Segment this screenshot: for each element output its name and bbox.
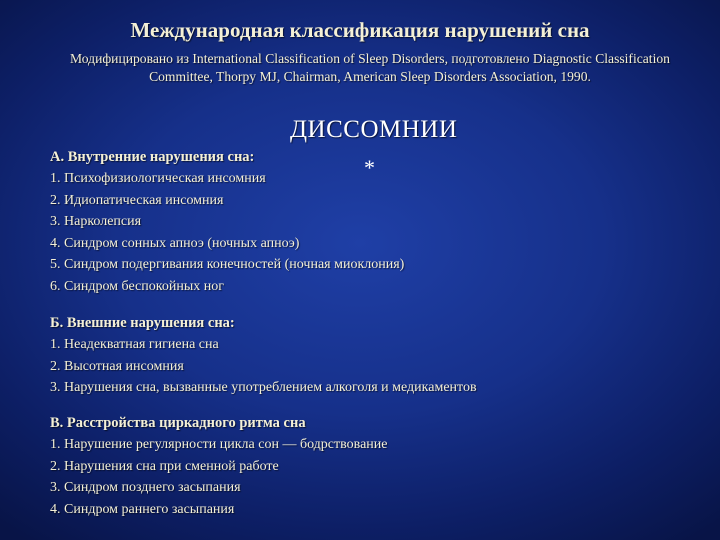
- section-internal: [50, 147, 690, 297]
- section-title: Б. Внешние нарушения сна:: [50, 315, 235, 331]
- slide-subtitle: Модифицировано из International Classification of Sleep Disorders, подготовлено Diagnostic Classification Committee, Thorpy MJ, Chairman, American Sleep Disorders Association, 1990.: [70, 51, 670, 84]
- section-heading: ДИССОМНИИ: [290, 116, 458, 143]
- list-item: 6. Синдром беспокойных ног: [50, 278, 224, 294]
- list-item: 1. Психофизиологическая инсомния: [50, 171, 266, 186]
- list-item: 4. Синдром сонных апноэ (ночных апноэ): [50, 235, 300, 251]
- section-circadian: [50, 413, 690, 520]
- list-item: 1. Нарушение регулярности цикла сон — бодрствование: [50, 437, 388, 452]
- list-item: 4. Синдром раннего засыпания: [50, 501, 235, 517]
- list-item: 3. Нарушения сна, вызванные употреблением алкоголя и медикаментов: [50, 380, 477, 395]
- list-item: 1. Неадекватная гигиена сна: [50, 337, 219, 352]
- section-title: А. Внутренние нарушения сна:: [50, 149, 255, 165]
- section-external: [50, 313, 690, 399]
- list-item: 2. Нарушения сна при сменной работе: [50, 458, 279, 474]
- list-item: 2. Высотная инсомния: [50, 358, 184, 374]
- list-item: 5. Синдром подергивания конечностей (ночная миоклония): [50, 257, 405, 272]
- list-item: 2. Идиопатическая инсомния: [50, 192, 224, 208]
- slide-title: Международная классификация нарушений сна: [130, 18, 590, 42]
- list-item: 3. Нарколепсия: [50, 214, 142, 229]
- asterisk-mark: *: [364, 155, 375, 180]
- section-title: В. Расстройства циркадного ритма сна: [50, 415, 306, 431]
- list-item: 3. Синдром позднего засыпания: [50, 480, 241, 495]
